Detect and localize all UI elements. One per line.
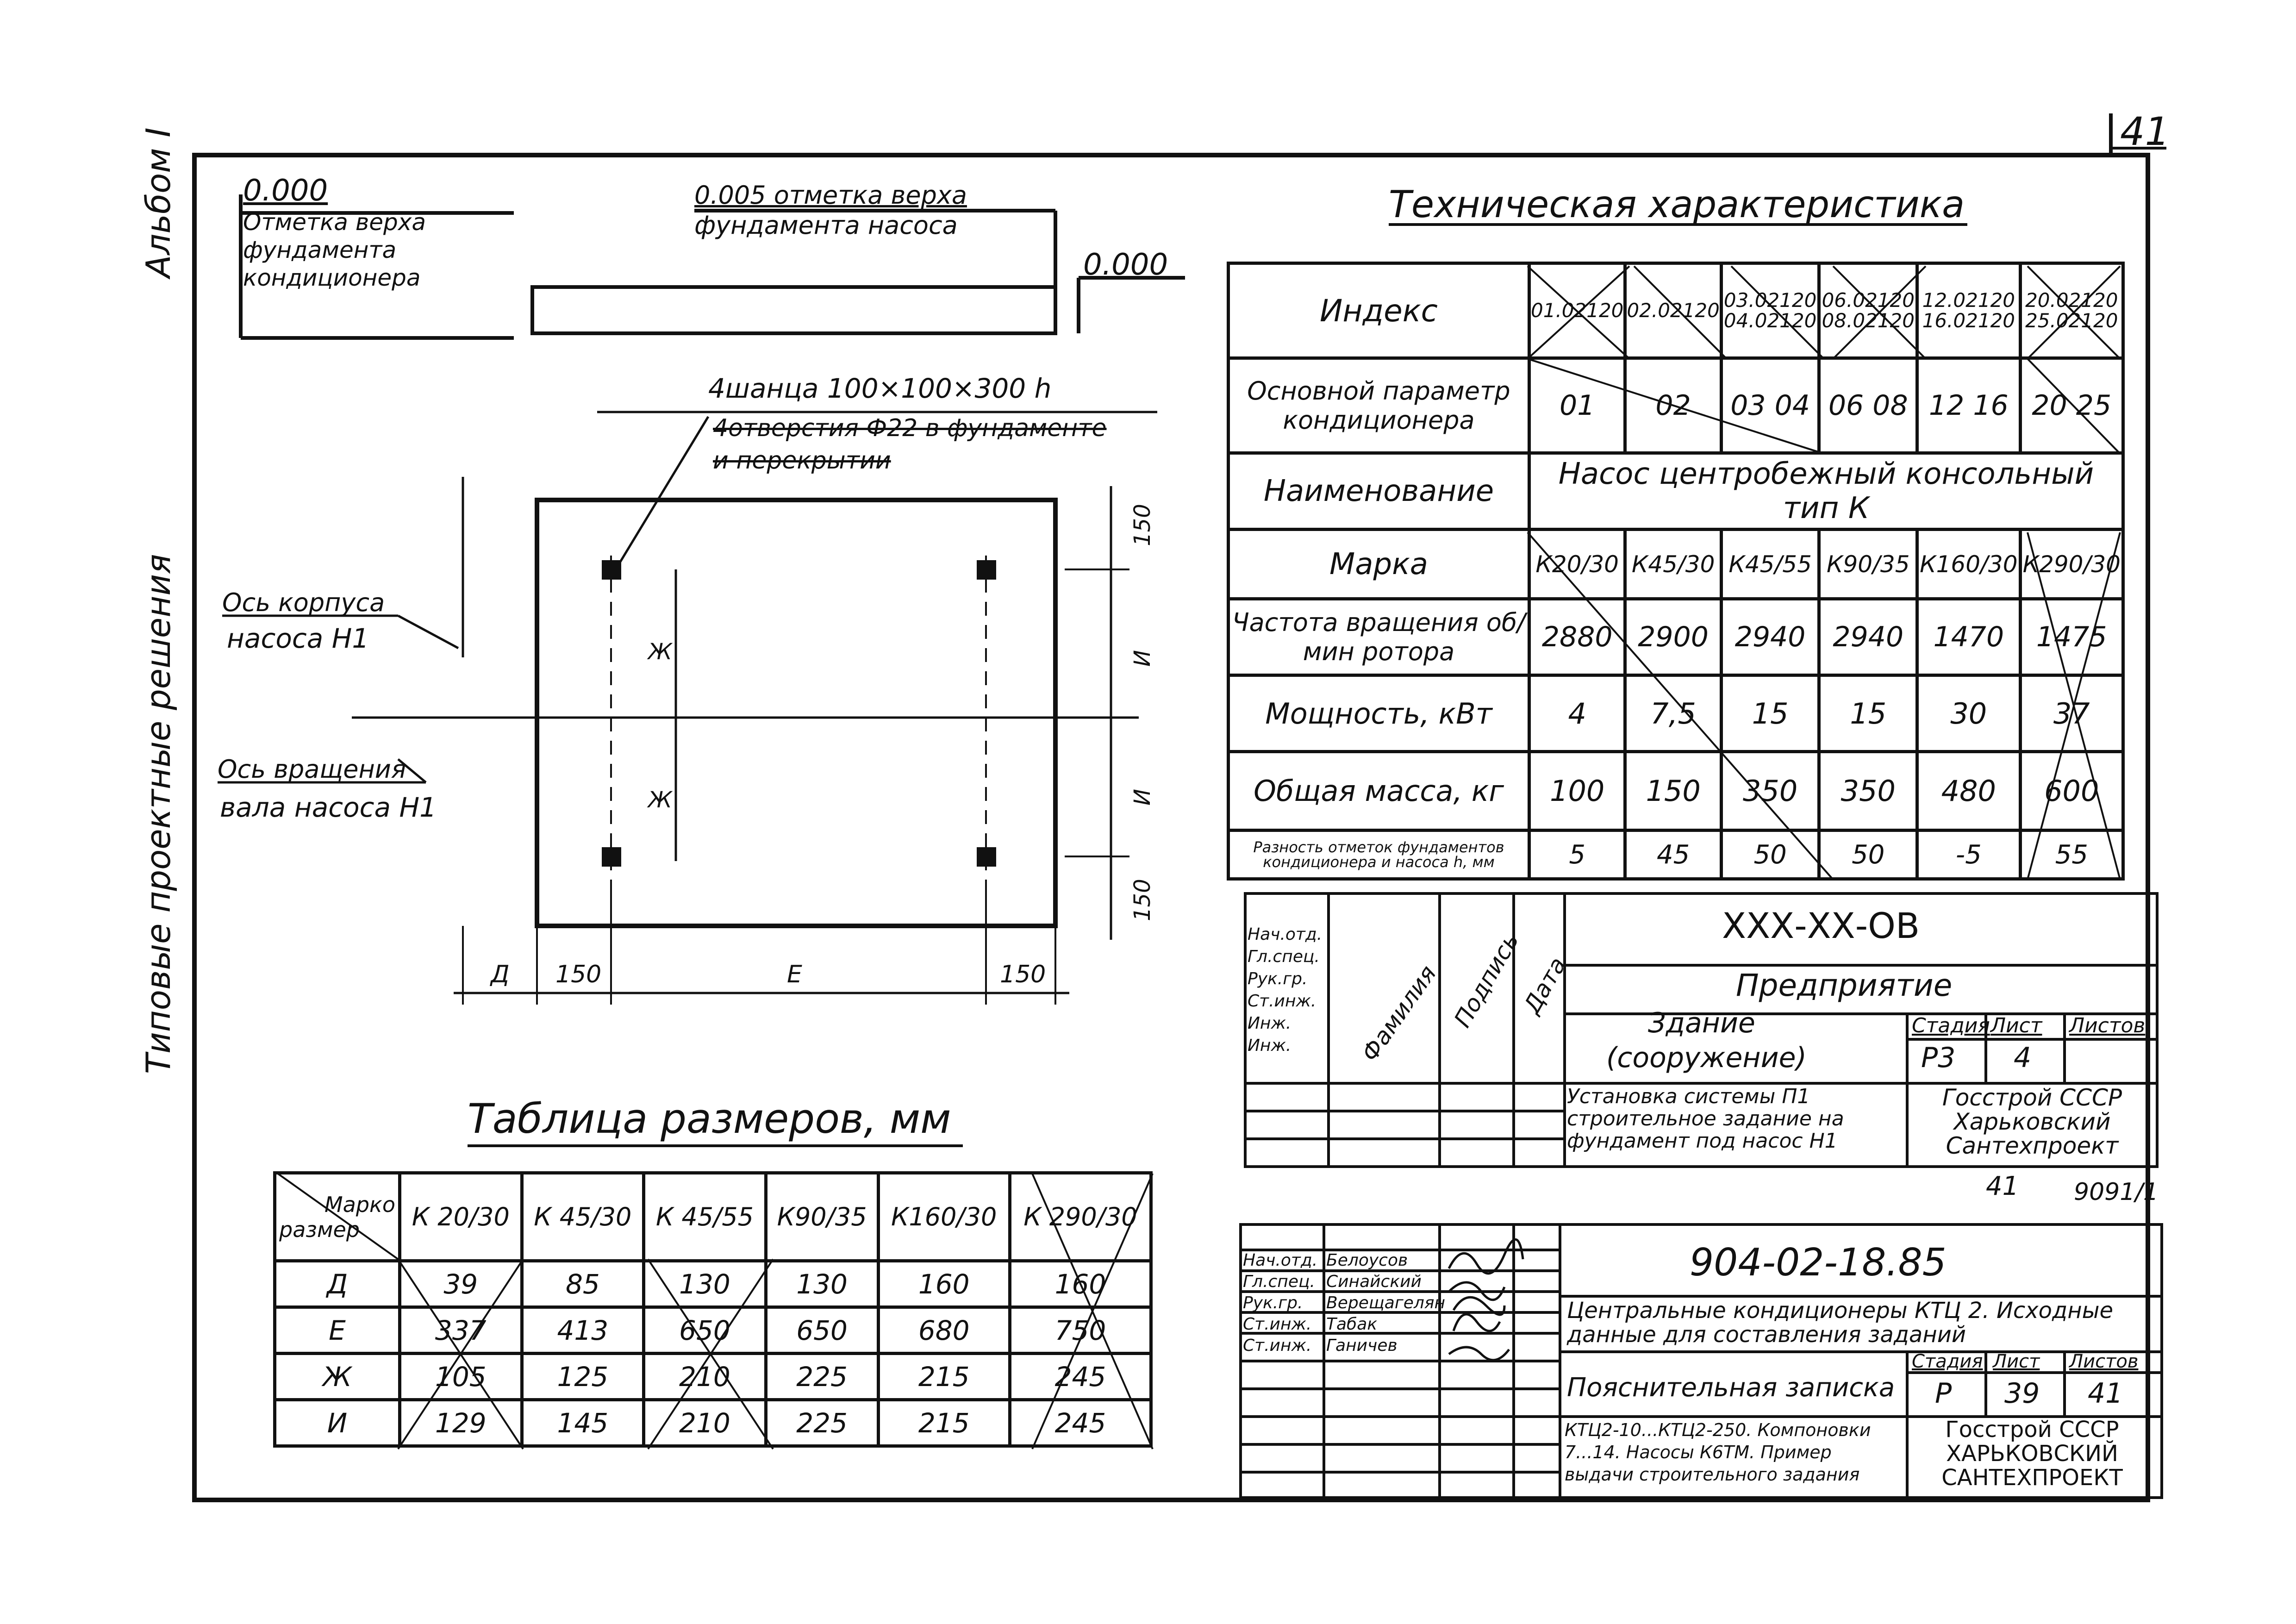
stamp1-stage: Р3 [1921, 1042, 1956, 1074]
table-cell: 413 [522, 1307, 644, 1354]
table-cell: 39 [400, 1261, 522, 1307]
corner-bottom: размер [279, 1217, 360, 1242]
page-number: 41 [2120, 109, 2170, 154]
dim-zh: Ж [648, 639, 672, 665]
axis-shaft-label: вала насоса Н1 [220, 792, 437, 823]
row-label: Общая масса, кг [1229, 752, 1529, 831]
table-cell: 680 [878, 1307, 1010, 1354]
stamp1-org: Госстрой СССР Харьковский Сантехпроект [1942, 1084, 2122, 1159]
table-cell: К45/30 [1625, 530, 1721, 599]
table-row [275, 1307, 1151, 1354]
table-cell: 225 [766, 1354, 878, 1400]
column-header: К 45/30 [522, 1173, 644, 1261]
elevation-note-line: Отметка верха [243, 209, 426, 236]
album-label: Альбом I [139, 127, 178, 278]
dim-d: Д [491, 961, 510, 988]
table-cell: 105 [400, 1354, 522, 1400]
stamp1-stage-h: Стадия [1912, 1014, 1990, 1037]
stamp2-sheet-h: Лист [1993, 1351, 2040, 1372]
dim-v150: 150 [1129, 879, 1155, 921]
dim-v150: 150 [1129, 504, 1155, 546]
table-cell: 02.02120 [1625, 263, 1721, 358]
table-cell: 130 [644, 1261, 766, 1307]
signature-scribble [1449, 1239, 1523, 1274]
table-cell: 85 [522, 1261, 644, 1307]
table-cell: 03.02120 04.02120 [1721, 263, 1819, 358]
table-cell: 06 08 [1819, 358, 1917, 453]
table-cell: К90/35 [1819, 530, 1917, 599]
stamp-name: Белоусов [1326, 1251, 1408, 1270]
stamp-head-signature: Подпись [1449, 928, 1524, 1032]
table-cell: 100 [1529, 752, 1625, 831]
row-label: Е [275, 1307, 400, 1354]
elevation-note-line: фундамента [243, 237, 397, 263]
table-cell: 7,5 [1625, 675, 1721, 752]
dim-150: 150 [555, 961, 602, 988]
column-header: К 45/55 [644, 1173, 766, 1261]
stamp-name: Верещагелян [1326, 1293, 1446, 1312]
bolts-note: 4шанца 100×100×300 h [708, 373, 1052, 404]
stamp2-stage-h: Стадия [1912, 1351, 1983, 1372]
table-cell: 600 [2020, 752, 2123, 831]
table-cell: Насос центробежный консольный тип К [1529, 453, 2123, 530]
stamp1-sheet: 4 [2014, 1042, 2032, 1074]
stamp-role: Гл.спец. [1243, 1272, 1315, 1291]
table-cell: 12 16 [1917, 358, 2020, 453]
row-label: И [275, 1400, 400, 1446]
corner-cell [275, 1173, 400, 1261]
dim-zh: Ж [648, 787, 672, 813]
holes-note: 4отверстия Ф22 в фундаменте [713, 414, 1107, 442]
table-cell: К45/55 [1721, 530, 1819, 599]
row-label: Ж [275, 1354, 400, 1400]
table-cell: 245 [1010, 1400, 1151, 1446]
row-label: Марка [1229, 530, 1529, 599]
table-row [275, 1173, 1151, 1261]
column-header: К90/35 [766, 1173, 878, 1261]
dim-e: Е [787, 961, 802, 988]
table-cell: 350 [1819, 752, 1917, 831]
stamp-role: Нач.отд. [1248, 925, 1323, 944]
table-row [275, 1261, 1151, 1307]
table-cell: 245 [1010, 1354, 1151, 1400]
between-number: 41 [1986, 1171, 2019, 1201]
table-cell: 210 [644, 1354, 766, 1400]
stamp1-sheets-h: Листов [2069, 1014, 2146, 1037]
axis-body-label: насоса Н1 [227, 623, 369, 654]
table-cell: 2940 [1819, 599, 1917, 675]
table-cell: 130 [766, 1261, 878, 1307]
table-cell: 01.02120 [1529, 263, 1625, 358]
table-cell: 30 [1917, 675, 2020, 752]
table-cell: 129 [400, 1400, 522, 1446]
row-label: Мощность, кВт [1229, 675, 1529, 752]
table-cell: 20 25 [2020, 358, 2123, 453]
stamp1-building: Здание [1648, 1007, 1755, 1039]
tech-title: Техническая характеристика [1389, 183, 1965, 226]
stamp-name: Ганичев [1326, 1336, 1398, 1355]
holes-note: и перекрытии [713, 447, 891, 475]
table-cell: 337 [400, 1307, 522, 1354]
table-cell: 160 [878, 1261, 1010, 1307]
table-cell: 15 [1819, 675, 1917, 752]
table-cell: 50 [1819, 831, 1917, 879]
stamp2-sheets: 41 [2088, 1377, 2123, 1410]
table-cell: 215 [878, 1354, 1010, 1400]
table-cell: 01 [1529, 358, 1625, 453]
pump-elevation-note: фундамента насоса [694, 211, 958, 240]
table-cell: 1470 [1917, 599, 2020, 675]
stamp-role: Ст.инж. [1243, 1336, 1312, 1355]
elevation-note-line: кондиционера [243, 264, 421, 291]
table-cell: 650 [766, 1307, 878, 1354]
stamp-head-surname: Фамилия [1356, 960, 1442, 1067]
table-cell: 1475 [2020, 599, 2123, 675]
dim-vI: И [1129, 789, 1155, 806]
table-cell: 45 [1625, 831, 1721, 879]
stamp-role: Ст.инж. [1243, 1315, 1312, 1334]
table-cell: 125 [522, 1354, 644, 1400]
table-cell: 02 [1625, 358, 1721, 453]
stamp-role: Рук.гр. [1243, 1293, 1303, 1312]
stamp-role: Рук.гр. [1248, 969, 1308, 988]
signature-scribble [1449, 1282, 1504, 1300]
dim-vI: И [1129, 650, 1155, 667]
column-header: К 290/30 [1010, 1173, 1151, 1261]
table-cell: 37 [2020, 675, 2123, 752]
stamp2-sheets-h: Листов [2069, 1351, 2139, 1372]
table-cell: -5 [1917, 831, 2020, 879]
stamp1-sheet-h: Лист [1990, 1014, 2042, 1037]
column-header: К160/30 [878, 1173, 1010, 1261]
table-cell: К290/30 [2020, 530, 2123, 599]
stamp2-project: Центральные кондиционеры КТЦ 2. Исходные данные для составления заданий [1567, 1298, 2114, 1348]
sizes-table [273, 1171, 1153, 1448]
stamp1-building: (сооружение) [1606, 1042, 1807, 1074]
row-label: Наименование [1229, 453, 1529, 530]
table-cell: 4 [1529, 675, 1625, 752]
stamp1-description: Установка системы П1 строительное задание на фундамент под насос Н1 [1567, 1085, 1844, 1153]
table-cell: 2940 [1721, 599, 1819, 675]
table-cell: К20/30 [1529, 530, 1625, 599]
elevation-mark-left: 0.000 [243, 174, 328, 208]
row-label: Основной параметр кондиционера [1229, 358, 1529, 453]
stamp2-code: 904-02-18.85 [1690, 1241, 1947, 1285]
table-cell: 215 [878, 1400, 1010, 1446]
stamp-head-date: Дата [1518, 952, 1572, 1018]
table-cell: 480 [1917, 752, 2020, 831]
column-header: К 20/30 [400, 1173, 522, 1261]
row-label: Д [275, 1261, 400, 1307]
stamp1-code: ХХХ-ХХ-ОВ [1722, 905, 1920, 946]
table-cell: К160/30 [1917, 530, 2020, 599]
table-cell: 350 [1721, 752, 1819, 831]
stamp2-stage: Р [1935, 1377, 1952, 1410]
sizes-title: Таблица размеров, мм [468, 1095, 951, 1143]
table-cell: 03 04 [1721, 358, 1819, 453]
signature-scribble [1454, 1314, 1500, 1331]
stamp-role: Инж. [1248, 1014, 1292, 1033]
corner-top: Марко [324, 1192, 395, 1217]
table-cell: 20.02120 25.02120 [2020, 263, 2123, 358]
row-label: Разность отметок фундаментов кондиционера и насоса h, мм [1229, 831, 1529, 879]
stamp-role: Ст.инж. [1248, 992, 1316, 1011]
table-cell: 225 [766, 1400, 878, 1446]
stamp-name: Табак [1326, 1315, 1378, 1334]
stamp-name: Синайский [1326, 1272, 1422, 1291]
table-row [275, 1400, 1151, 1446]
table-cell: 15 [1721, 675, 1819, 752]
axis-body-label: Ось корпуса [222, 588, 385, 617]
table-cell: 750 [1010, 1307, 1151, 1354]
stamp2-description: КТЦ2-10...КТЦ2-250. Компоновки 7...14. Насосы К6ТМ. Пример выдачи строительного задания [1565, 1420, 1871, 1485]
table-cell: 55 [2020, 831, 2123, 879]
table-cell: 160 [1010, 1261, 1151, 1307]
stamp2-org: Госстрой СССР ХАРЬКОВСКИЙ САНТЕХПРОЕКТ [1941, 1417, 2123, 1491]
table-cell: 150 [1625, 752, 1721, 831]
stamp2-doc: Пояснительная записка [1567, 1373, 1895, 1403]
table-cell: 06.02120 08.02120 [1819, 263, 1917, 358]
table-cell: 50 [1721, 831, 1819, 879]
series-label: Типовые проектные решения [139, 554, 178, 1074]
axis-shaft-label: Ось вращения [218, 755, 406, 784]
table-cell: 12.02120 16.02120 [1917, 263, 2020, 358]
between-ref: 9091/1 [2074, 1178, 2159, 1206]
signature-scribble [1449, 1347, 1509, 1360]
dim-150: 150 [1000, 961, 1046, 988]
row-label: Частота вращения об/мин ротора [1229, 599, 1529, 675]
row-label: Индекс [1229, 263, 1529, 358]
table-cell: 650 [644, 1307, 766, 1354]
table-cell: 2880 [1529, 599, 1625, 675]
table-cell: 5 [1529, 831, 1625, 879]
stamp2-sheet: 39 [2004, 1377, 2040, 1410]
stamp-role: Инж. [1248, 1036, 1292, 1055]
table-row [275, 1354, 1151, 1400]
stamp-role: Нач.отд. [1243, 1251, 1318, 1270]
stamp-role: Гл.спец. [1248, 947, 1320, 966]
table-cell: 145 [522, 1400, 644, 1446]
signature-scribble [1454, 1297, 1504, 1315]
table-cell: 2900 [1625, 599, 1721, 675]
pump-elevation-mark: 0.005 отметка верха [694, 181, 967, 210]
table-cell: 210 [644, 1400, 766, 1446]
stamp1-enterprise: Предприятие [1736, 968, 1953, 1003]
elevation-mark-right: 0.000 [1083, 248, 1168, 282]
